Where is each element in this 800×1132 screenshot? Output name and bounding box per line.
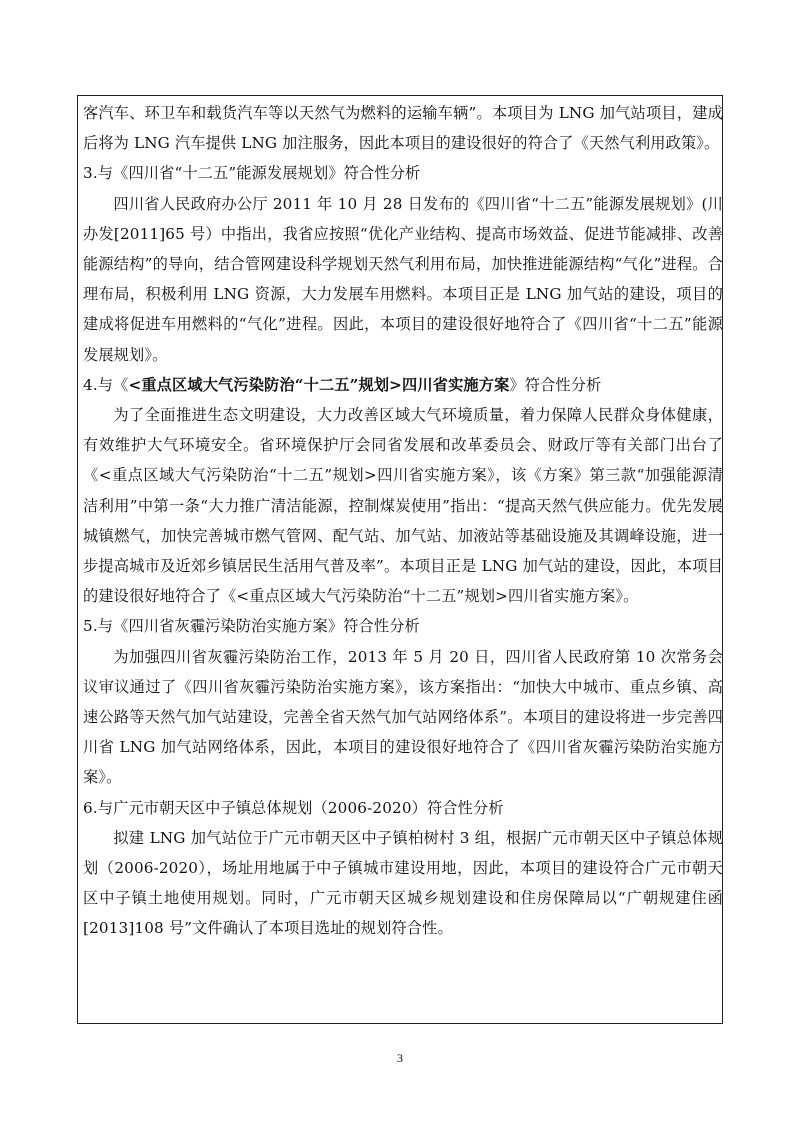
document-body bbox=[83, 98, 723, 944]
section-4-heading-suffix: 》符合性分析 bbox=[509, 375, 602, 394]
section-5-heading: 5.与《四川省灰霾污染防治实施方案》符合性分析 bbox=[83, 617, 420, 636]
section-4-heading bbox=[83, 370, 723, 400]
section-4-paragraph: 为了全面推进生态文明建设，大力改善区域大气环境质量，着力保障人民群众身体健康，有效维护大气环境安全。省环境保护厅会同省发展和改革委员会、财政厅等有关部门出台了《<重点区域大气污染防治“十二五”规划>四川省实施方案》，该《方案》第三款“加强能源清洁利用”中第一条“大力推广清洁能源，控制煤炭使用”指出：“提高天然气供应能力。优先发展城镇燃气，加快完善城市燃气管网、配气站、加气站、加液站等基础设施及其调峰设施，进一步提高城市及近郊乡镇居民生活用气普及率”。本项目正是 LNG 加气站的建设，因此，本项目的建设很好地符合了《<重点区域大气污染防治“十二五”规划>四川省实施方案》。 bbox=[83, 406, 723, 606]
section-3-paragraph: 四川省人民政府办公厅 2011 年 10 月 28 日发布的《四川省“十二五”能源发展规划》(川办发[2011]65 号）中指出，我省应按照“优化产业结构、提高市场效益、促进节能减排、改善能源结构”的导向，结合管网建设科学规划天然气利用布局，加快推进能源结构“气化”进程。合理布局，积极利用 LNG 资源，大力发展车用燃料。本项目正是 LNG 加气站的建设，项目的建成将促进车用燃料的“气化”进程。因此，本项目的建设很好地符合了《四川省“十二五”能源发展规划》。 bbox=[83, 194, 723, 364]
section-5-paragraph: 为加强四川省灰霾污染防治工作，2013 年 5 月 20 日，四川省人民政府第 10 次常务会议审议通过了《四川省灰霾污染防治实施方案》，该方案指出：“加快大中城市、重点乡镇、高速公路等天然气加气站建设，完善全省天然气加气站网络体系”。本项目的建设将进一步完善四川省 LNG 加气站网络体系，因此，本项目的建设很好地符合了《四川省灰霾污染防治实施方案》。 bbox=[83, 647, 723, 787]
page-number: 3 bbox=[397, 1051, 403, 1065]
section-4-heading-title: <重点区域大气污染防治“十二五”规划>四川省实施方案 bbox=[128, 375, 510, 394]
section-6-paragraph: 拟建 LNG 加气站位于广元市朝天区中子镇柏树村 3 组，根据广元市朝天区中子镇总体规划（2006-2020），场址用地属于中子镇城市建设用地，因此，本项目的建设符合广元市朝天区中子镇土地使用规划。同时，广元市朝天区城乡规划建设和住房保障局以“广朝规建住函[2013]108 号”文件确认了本项目选址的规划符合性。 bbox=[83, 828, 723, 938]
section-4-heading-prefix: 4.与《 bbox=[83, 375, 129, 394]
section-3-heading: 3.与《四川省“十二五”能源发展规划》符合性分析 bbox=[83, 164, 421, 183]
section-6-heading: 6.与广元市朝天区中子镇总体规划（2006-2020）符合性分析 bbox=[83, 798, 504, 817]
intro-paragraph: 客汽车、环卫车和载货汽车等以天然气为燃料的运输车辆”。本项目为 LNG 加气站项目，建成后将为 LNG 汽车提供 LNG 加注服务，因此本项目的建设很好的符合了《天然气利用政策》。 bbox=[83, 104, 723, 153]
